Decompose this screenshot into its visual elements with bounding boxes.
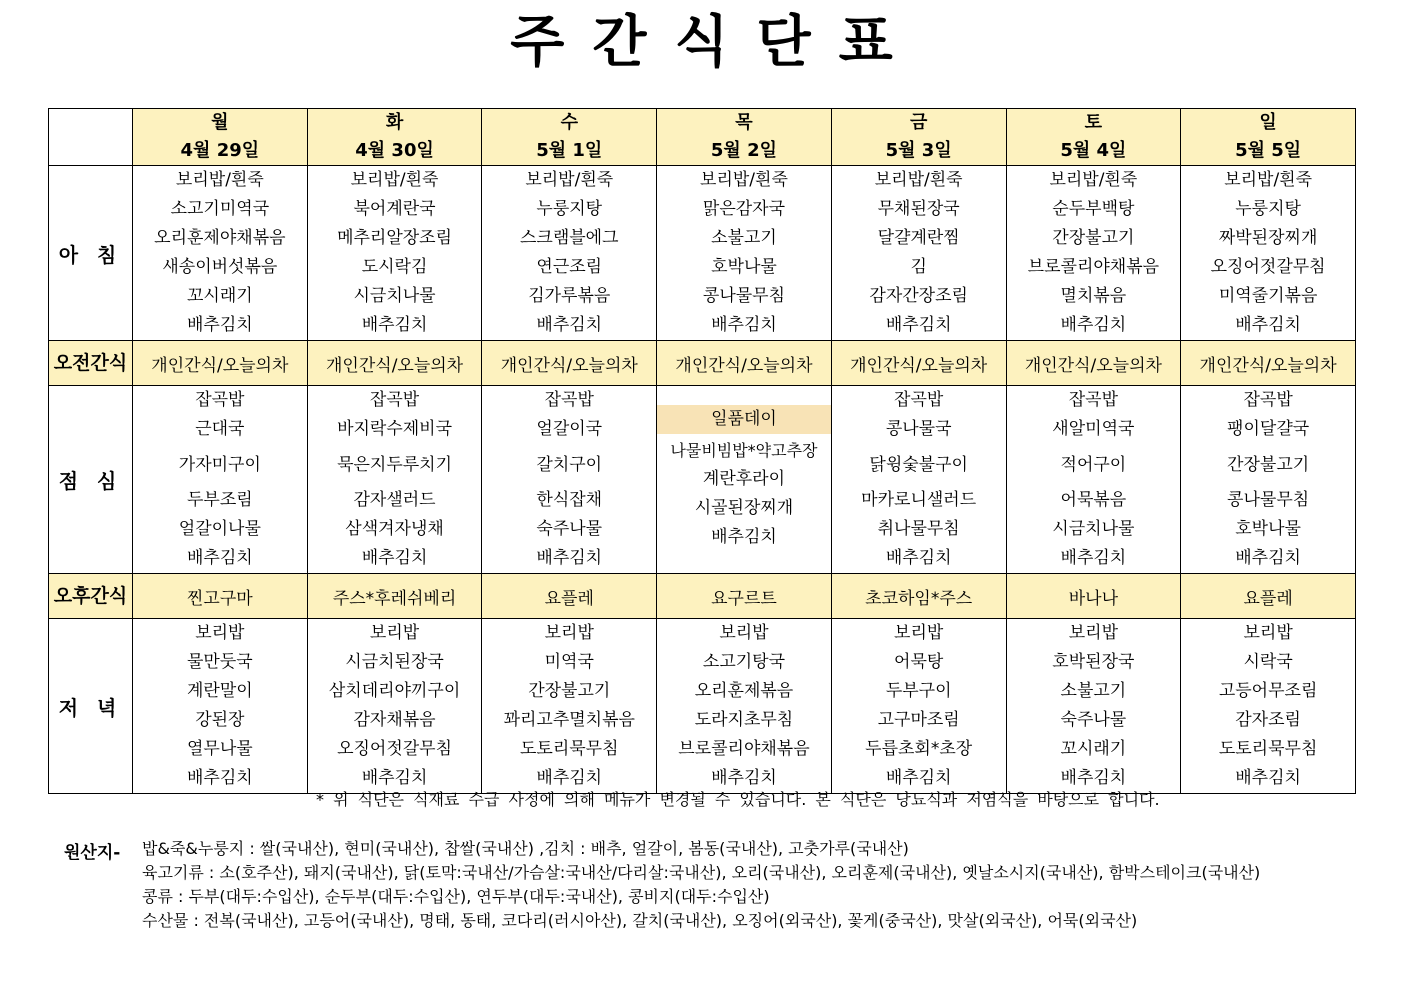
menu-item: 시골된장찌개	[694, 498, 794, 518]
am-snack-cell: 개인간식/오늘의차	[831, 341, 1006, 386]
day-header-tue: 화 4월 30일	[307, 109, 482, 166]
menu-item: 시금치나물	[1052, 519, 1135, 539]
menu-item: 도토리묵무침	[1218, 739, 1318, 759]
menu-item: 보리밥/흰죽	[700, 170, 788, 190]
menu-item: 보리밥	[719, 623, 769, 643]
menu-item: 보리밥	[544, 623, 594, 643]
menu-item: 배추김치	[361, 548, 428, 568]
menu-item: 어묵탕	[894, 652, 944, 672]
special-day-badge: 일품데이	[657, 405, 831, 434]
breakfast-cell	[831, 166, 1006, 341]
origin-label: 원산지-	[64, 843, 121, 863]
menu-item: 오리훈제야채볶음	[154, 228, 286, 248]
origin-line-grains: 밥&죽&누룽지 : 쌀(국내산), 현미(국내산), 찹쌀(국내산) ,김치 : 배추, 얼갈이, 봄동(국내산), 고춧가루(국내산)	[142, 839, 909, 858]
menu-item: 오리훈제볶음	[694, 681, 794, 701]
pm-snack-cell: 요플레	[482, 574, 657, 619]
day-header-mon: 월 4월 29일	[133, 109, 308, 166]
origin-line-beans: 콩류 : 두부(대두:수입산), 순두부(대두:수입산), 연두부(대두:국내산), 콩비지(대두:수입산)	[142, 887, 770, 906]
menu-item: 바지락수제비국	[337, 419, 453, 439]
pm-snack-label: 오후간식	[49, 574, 133, 619]
day-header-sun: 일 5월 5일	[1181, 109, 1356, 166]
lunch-cell	[482, 386, 657, 574]
day-header-wed: 수 5월 1일	[482, 109, 657, 166]
menu-item: 미역줄기볶음	[1218, 286, 1318, 306]
menu-change-notice: * 위 식단은 식재료 수급 사정에 의해 메뉴가 변경될 수 있습니다. 본 식단은 당뇨식과 저염식을 바탕으로 합니다.	[316, 790, 1160, 809]
menu-item: 누룽지탕	[1235, 199, 1301, 219]
menu-item: 적어구이	[1060, 455, 1127, 475]
menu-item: 숙주나물	[1060, 710, 1127, 730]
menu-item: 잡곡밥	[544, 390, 594, 410]
menu-item: 보리밥	[369, 623, 420, 643]
menu-item: 도시락김	[361, 257, 428, 277]
menu-item: 꼬시래기	[187, 286, 253, 306]
menu-item: 배추김치	[187, 548, 253, 568]
menu-item: 배추김치	[885, 768, 952, 788]
menu-item: 배추김치	[361, 768, 428, 788]
menu-item: 한식잡채	[536, 490, 603, 510]
menu-item: 오징어젓갈무침	[1210, 257, 1326, 277]
menu-item: 얼갈이나물	[178, 519, 261, 539]
menu-item: 도토리묵무침	[519, 739, 619, 759]
menu-item: 배추김치	[187, 768, 253, 788]
am-snack-cell: 개인간식/오늘의차	[1181, 341, 1356, 386]
menu-item: 두부구이	[885, 681, 952, 701]
menu-item: 잡곡밥	[195, 390, 245, 410]
lunch-cell	[133, 386, 308, 574]
origin-line-seafood: 수산물 : 전복(국내산), 고등어(국내산), 명태, 동태, 코다리(러시아산), 갈치(국내산), 오징어(외국산), 꽃게(중국산), 맛살(외국산), 어묵(외국산)	[142, 911, 1138, 930]
breakfast-cell	[482, 166, 657, 341]
menu-item: 삼색겨자냉채	[345, 519, 444, 539]
menu-item: 갈치구이	[536, 455, 603, 475]
pm-snack-cell: 요플레	[1181, 574, 1356, 619]
menu-item: 보리밥/흰죽	[1224, 170, 1313, 190]
dinner-label: 저 녁	[49, 619, 133, 794]
menu-item: 소고기탕국	[702, 652, 786, 672]
menu-item: 보리밥	[195, 623, 245, 643]
menu-item: 잡곡밥	[1243, 390, 1293, 410]
menu-item: 보리밥	[1243, 623, 1293, 643]
menu-item: 열무나물	[187, 739, 253, 759]
pm-snack-row	[49, 574, 1356, 619]
weekly-menu-table	[48, 108, 1356, 794]
menu-item: 배추김치	[1235, 768, 1301, 788]
menu-item: 호박나물	[1235, 519, 1301, 539]
am-snack-cell: 개인간식/오늘의차	[133, 341, 308, 386]
menu-item: 꼬시래기	[1060, 739, 1127, 759]
menu-item: 취나물무침	[877, 519, 960, 539]
dinner-cell	[307, 619, 482, 794]
menu-item: 배추김치	[711, 315, 777, 335]
dinner-cell	[657, 619, 832, 794]
menu-item: 무채된장국	[877, 199, 960, 219]
dinner-cell	[1181, 619, 1356, 794]
breakfast-cell	[1006, 166, 1181, 341]
menu-item: 배추김치	[1235, 548, 1301, 568]
menu-item: 누룽지탕	[536, 199, 603, 219]
menu-item: 순두부백탕	[1052, 199, 1135, 219]
am-snack-cell: 개인간식/오늘의차	[657, 341, 832, 386]
menu-item: 배추김치	[187, 315, 253, 335]
menu-item: 나물비빔밥*약고추장	[670, 441, 818, 460]
menu-item: 얼갈이국	[536, 419, 603, 439]
menu-item: 달걀계란찜	[877, 228, 960, 248]
menu-item: 배추김치	[1060, 768, 1127, 788]
menu-item: 시락국	[1243, 652, 1293, 672]
menu-item: 배추김치	[361, 315, 428, 335]
lunch-label: 점 심	[49, 386, 133, 574]
menu-item: 고구마조림	[877, 710, 960, 730]
menu-item: 소고기미역국	[170, 199, 270, 219]
menu-item: 콩나물국	[885, 419, 952, 439]
lunch-cell	[1181, 386, 1356, 574]
menu-item: 배추김치	[536, 768, 603, 788]
menu-item: 김가루볶음	[528, 286, 611, 306]
lunch-cell	[657, 386, 832, 574]
am-snack-cell: 개인간식/오늘의차	[482, 341, 657, 386]
menu-item: 배추김치	[885, 548, 952, 568]
menu-item: 메추리알장조림	[337, 228, 453, 248]
menu-item: 브로콜리야채볶음	[1027, 257, 1160, 277]
menu-item: 도라지초무침	[694, 710, 794, 730]
menu-item: 삼치데리야끼구이	[328, 681, 461, 701]
menu-item: 배추김치	[536, 315, 603, 335]
menu-item: 보리밥	[894, 623, 944, 643]
menu-item: 새송이버섯볶음	[162, 257, 278, 277]
lunch-cell	[831, 386, 1006, 574]
am-snack-cell: 개인간식/오늘의차	[307, 341, 482, 386]
menu-item: 근대국	[195, 419, 245, 439]
day-header-fri: 금 5월 3일	[831, 109, 1006, 166]
menu-item: 두부조림	[187, 490, 253, 510]
menu-item: 배추김치	[711, 768, 777, 788]
breakfast-cell	[307, 166, 482, 341]
pm-snack-cell: 주스*후레쉬베리	[307, 574, 482, 619]
menu-item: 감자채볶음	[353, 710, 436, 730]
menu-item: 물만둣국	[187, 652, 253, 672]
menu-item: 묵은지두루치기	[337, 455, 453, 475]
menu-item: 배추김치	[711, 527, 777, 547]
menu-item: 연근조림	[536, 257, 603, 277]
day-header-row	[49, 109, 1356, 166]
breakfast-cell	[1181, 166, 1356, 341]
dinner-cell	[831, 619, 1006, 794]
breakfast-label: 아 침	[49, 166, 133, 341]
menu-item: 맑은감자국	[702, 199, 786, 219]
menu-item: 소불고기	[711, 228, 777, 248]
breakfast-row	[49, 166, 1356, 341]
menu-item: 호박된장국	[1052, 652, 1135, 672]
menu-item: 콩나물무침	[1227, 490, 1310, 510]
pm-snack-cell: 초코하임*주스	[831, 574, 1006, 619]
menu-item: 잡곡밥	[894, 390, 944, 410]
dinner-cell	[133, 619, 308, 794]
menu-item: 간장불고기	[1052, 228, 1135, 248]
menu-item: 배추김치	[885, 315, 952, 335]
corner-cell	[49, 109, 133, 166]
menu-item: 보리밥/흰죽	[1049, 170, 1138, 190]
menu-item: 어묵볶음	[1060, 490, 1127, 510]
menu-item: 멸치볶음	[1060, 286, 1127, 306]
day-header-sat: 토 5월 4일	[1006, 109, 1181, 166]
menu-item: 두릅초회*초장	[865, 739, 973, 759]
page-title: 주간식단표	[510, 10, 921, 75]
menu-item: 가자미구이	[178, 455, 261, 475]
menu-item: 보리밥/흰죽	[525, 170, 614, 190]
menu-item: 계란말이	[187, 681, 253, 701]
menu-item: 계란후라이	[702, 469, 786, 489]
dinner-row	[49, 619, 1356, 794]
origin-list	[142, 838, 1352, 934]
menu-item: 보리밥/흰죽	[874, 170, 963, 190]
menu-item: 배추김치	[1060, 548, 1127, 568]
menu-item: 시금치나물	[353, 286, 436, 306]
pm-snack-cell: 찐고구마	[133, 574, 308, 619]
menu-item: 마카로니샐러드	[861, 490, 977, 510]
day-header-thu: 목 5월 2일	[657, 109, 832, 166]
menu-item: 배추김치	[1235, 315, 1301, 335]
dinner-cell	[1006, 619, 1181, 794]
lunch-row	[49, 386, 1356, 574]
menu-item: 보리밥/흰죽	[175, 170, 264, 190]
menu-item: 고등어무조림	[1218, 681, 1318, 701]
menu-item: 감자샐러드	[353, 490, 436, 510]
menu-item: 보리밥	[1068, 623, 1118, 643]
menu-item: 꽈리고추멸치볶음	[503, 710, 635, 730]
menu-item: 팽이달걀국	[1227, 419, 1310, 439]
menu-item: 스크램블에그	[519, 228, 619, 248]
dinner-cell	[482, 619, 657, 794]
lunch-cell	[307, 386, 482, 574]
menu-item: 소불고기	[1060, 681, 1127, 701]
menu-item: 감자간장조림	[869, 286, 968, 306]
menu-item: 강된장	[195, 710, 245, 730]
am-snack-row	[49, 341, 1356, 386]
pm-snack-cell: 바나나	[1006, 574, 1181, 619]
menu-item: 북어계란국	[353, 199, 436, 219]
menu-item: 간장불고기	[528, 681, 611, 701]
menu-item: 배추김치	[1060, 315, 1127, 335]
menu-item: 보리밥/흰죽	[350, 170, 439, 190]
menu-item: 새알미역국	[1052, 419, 1135, 439]
menu-item: 간장불고기	[1227, 455, 1310, 475]
am-snack-cell: 개인간식/오늘의차	[1006, 341, 1181, 386]
menu-item: 감자조림	[1235, 710, 1301, 730]
menu-item: 시금치된장국	[345, 652, 444, 672]
breakfast-cell	[657, 166, 832, 341]
menu-item: 잡곡밥	[369, 390, 420, 410]
menu-item: 호박나물	[711, 257, 777, 277]
menu-item: 브로콜리야채볶음	[678, 739, 810, 759]
menu-item: 짜박된장찌개	[1218, 228, 1318, 248]
am-snack-label: 오전간식	[49, 341, 133, 386]
origin-line-meat: 육고기류 : 소(호주산), 돼지(국내산), 닭(토막:국내산/가슴살:국내산/다리살:국내산), 오리(국내산), 오리훈제(국내산), 옛날소시지(국내산), 함박스테이크(국내산)	[142, 863, 1261, 882]
menu-item: 오징어젓갈무침	[337, 739, 453, 759]
menu-item: 콩나물무침	[702, 286, 786, 306]
menu-item: 미역국	[544, 652, 594, 672]
pm-snack-cell: 요구르트	[657, 574, 832, 619]
menu-item: 배추김치	[536, 548, 603, 568]
lunch-cell	[1006, 386, 1181, 574]
menu-item: 숙주나물	[536, 519, 603, 539]
menu-item: 닭윙숯불구이	[869, 455, 968, 475]
menu-item: 잡곡밥	[1068, 390, 1118, 410]
menu-item: 김	[910, 257, 927, 277]
breakfast-cell	[133, 166, 308, 341]
